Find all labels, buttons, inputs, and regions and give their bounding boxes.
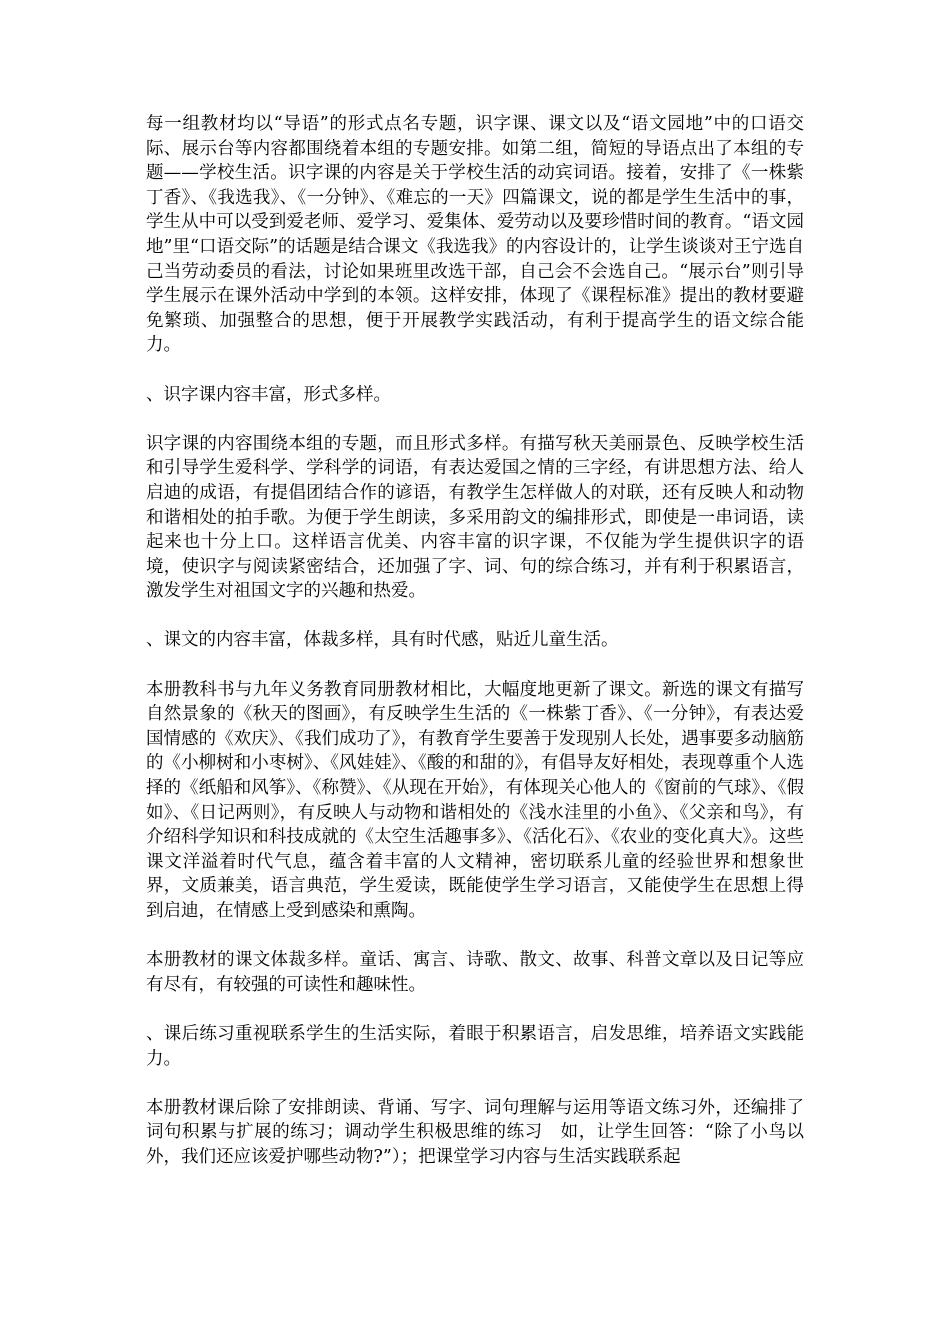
paragraph-exercises: 本册教材课后除了安排朗读、背诵、写字、词句理解与运用等语文练习外，还编排了词句积累与扩展的练习；调动学生积极思维的练习 如，让学生回答：“除了小鸟以外，我们还应该爱护哪些动物?”）；把课堂学习内容与生活实践联系起 <box>146 1097 804 1167</box>
section-heading-texts: 、课文的内容丰富，体裁多样，具有时代感，贴近儿童生活。 <box>146 630 619 651</box>
paragraph-literacy-content: 识字课的内容围绕本组的专题，而且形式多样。有描写秋天美丽景色、反映学校生活和引导学生爱科学、学科学的词语，有表达爱国之情的三字经，有讲思想方法、给人启迪的成语，有提倡团结合作的谚语，有教学生怎样做人的对联，还有反映人和动物和谐相处的拍手歌。为便于学生朗读，多采用韵文的编排形式，即使是一串词语，读起来也十分上口。这样语言优美、内容丰富的识字课，不仅能为学生提供识字的语境，使识字与阅读紧密结合，还加强了字、词、句的综合练习，并有利于积累语言，激发学生对祖国文字的兴趣和热爱。 <box>146 433 804 602</box>
document-page <box>146 112 804 1194</box>
section-heading-exercises: 、课后练习重视联系学生的生活实际，着眼于积累语言，启发思维，培养语文实践能力。 <box>146 1023 804 1069</box>
section-heading-literacy: 、识字课内容丰富，形式多样。 <box>146 384 391 405</box>
paragraph-theme-organization: 每一组教材均以“导语”的形式点名专题，识字课、课文以及“语文园地”中的口语交际、展示台等内容都围绕着本组的专题安排。如第二组，简短的导语点出了本组的专题——学校生活。识字课的内容是关于学校生活的动宾词语。接着，安排了《一株紫丁香》、《我选我》、《一分钟》、《难忘的一天》四篇课文，说的都是学生生活中的事，学生从中可以受到爱老师、爱学习、爱集体、爱劳动以及要珍惜时间的教育。“语文园地”里“口语交际”的话题是结合课文《我选我》的内容设计的，让学生谈谈对王宁选自己当劳动委员的看法，讨论如果班里改选干部，自己会不会选自己。“展示台”则引导学生展示在课外活动中学到的本领。这样安排，体现了《课程标准》提出的教材要避免繁琐、加强整合的思想，便于开展教学实践活动，有利于提高学生的语文综合能力。 <box>146 114 804 356</box>
paragraph-new-texts: 本册教科书与九年义务教育同册教材相比，大幅度地更新了课文。新选的课文有描写自然景象的《秋天的图画》，有反映学生生活的《一株紫丁香》、《一分钟》，有表达爱国情感的《欢庆》、《我们成功了》，有教育学生要善于发现别人长处，遇事要多动脑筋的《小柳树和小枣树》、《风娃娃》、《酸的和甜的》，有倡导友好相处，表现尊重个人选择的《纸船和风筝》、《称赞》、《从现在开始》，有体现关心他人的《窗前的气球》、《假如》、《日记两则》，有反映人与动物和谐相处的《浅水洼里的小鱼》、《父亲和鸟》，有介绍科学知识和科技成就的《太空生活趣事多》、《活化石》、《农业的变化真大》。这些课文洋溢着时代气息，蕴含着丰富的人文精神，密切联系儿童的经验世界和想象世界，文质兼美，语言典范，学生爱读，既能使学生学习语言，又能使学生在思想上得到启迪，在情感上受到感染和熏陶。 <box>146 679 804 921</box>
paragraph-genres: 本册教材的课文体裁多样。童话、寓言、诗歌、散文、故事、科普文章以及日记等应有尽有，有较强的可读性和趣味性。 <box>146 950 804 995</box>
